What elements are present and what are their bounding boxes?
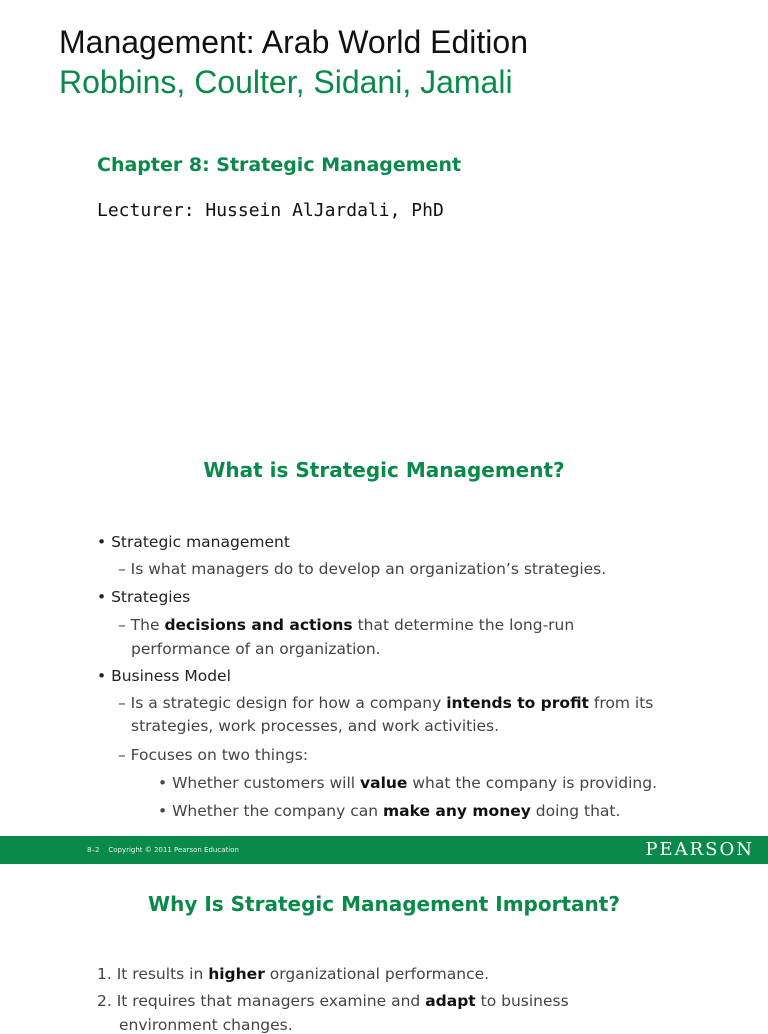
sub-bullet-two-things: – Focuses on two things: xyxy=(118,746,309,764)
emphasis-make-any-money: make any money xyxy=(383,802,531,820)
sub-bullet-strategies: – The decisions and actions that determine the long-run xyxy=(118,616,575,634)
sub-bullet-strategies-cont: performance of an organization. xyxy=(131,640,381,658)
slide-heading-why-important: Why Is Strategic Management Important? xyxy=(148,892,620,916)
bullet-business-model: • Business Model xyxy=(97,667,231,685)
sub-bullet-business-model: – Is a strategic design for how a company intends to profit from its xyxy=(118,694,654,712)
list-item-adapt: 2. It requires that managers examine and adapt to business xyxy=(97,992,569,1010)
sub-sub-bullet-money: • Whether the company can make any money doing that. xyxy=(158,802,621,820)
emphasis-adapt: adapt xyxy=(425,992,476,1010)
sub-sub-bullet-value: • Whether customers will value what the company is providing. xyxy=(158,774,657,792)
list-item-higher-performance: 1. It results in higher organizational performance. xyxy=(97,965,490,983)
bullet-strategies: • Strategies xyxy=(97,588,191,606)
emphasis-value: value xyxy=(360,774,408,792)
slide-number: 8–2 xyxy=(87,846,100,854)
footer-copyright: 8–2 Copyright © 2011 Pearson Education xyxy=(87,846,239,854)
lecturer-line: Lecturer: Hussein AlJardali, PhD xyxy=(97,200,444,221)
emphasis-decisions-actions: decisions and actions xyxy=(164,616,353,634)
emphasis-higher: higher xyxy=(208,965,265,983)
slide-heading-what-is: What is Strategic Management? xyxy=(203,458,565,482)
sub-bullet-business-model-cont: strategies, work processes, and work activities. xyxy=(131,717,500,735)
authors-line: Robbins, Coulter, Sidani, Jamali xyxy=(59,64,513,100)
emphasis-intends-to-profit: intends to profit xyxy=(446,694,589,712)
pearson-logo: PEARSON xyxy=(645,839,754,860)
presentation-title: Management: Arab World Edition xyxy=(59,24,528,60)
bullet-strategic-management: • Strategic management xyxy=(97,533,290,551)
list-item-adapt-cont: environment changes. xyxy=(119,1016,293,1034)
chapter-title: Chapter 8: Strategic Management xyxy=(97,154,462,176)
sub-bullet-strategic-management: – Is what managers do to develop an organization’s strategies. xyxy=(118,560,607,578)
